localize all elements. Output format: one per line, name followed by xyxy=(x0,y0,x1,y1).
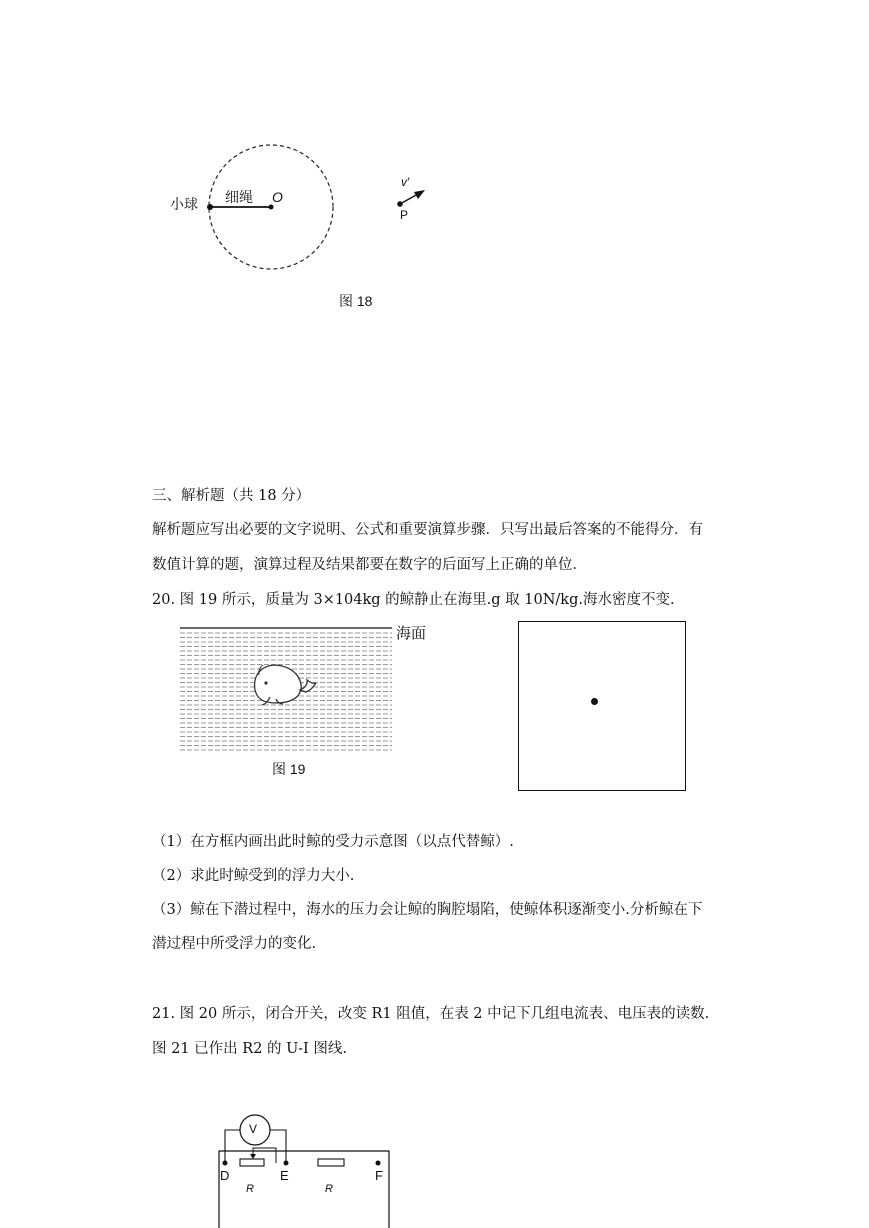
voltmeter-wire-right xyxy=(270,1130,286,1163)
sea-surface-label: 海面 xyxy=(396,624,427,642)
figure-18-caption: 图 18 xyxy=(339,293,373,309)
node-d-dot xyxy=(223,1161,228,1166)
q20-part3-line1: （3）鲸在下潜过程中，海水的压力会让鲸的胸腔塌陷，使鲸体积逐渐变小.分析鲸在下 xyxy=(152,902,703,918)
node-e-label: E xyxy=(280,1168,289,1183)
section-heading: 三、解析题（共 18 分） xyxy=(152,488,311,504)
q20-stem: 20. 图 19 所示，质量为 3×104kg 的鲸静止在海里.g 取 10N/kg.海水密度不变. xyxy=(152,592,675,608)
ball-label: 小球 xyxy=(170,196,198,212)
figure-19-caption: 图 19 xyxy=(272,761,306,777)
slider-arrow-icon xyxy=(250,1154,256,1159)
r1-label: R xyxy=(246,1183,254,1195)
voltmeter-label: V xyxy=(249,1122,258,1136)
node-f-label: F xyxy=(375,1168,383,1183)
voltmeter-wire-left xyxy=(225,1130,240,1163)
string-label: 细绳 xyxy=(225,189,253,205)
q20-part2: （2）求此时鲸受到的浮力大小. xyxy=(152,868,355,884)
center-label: O xyxy=(272,189,283,205)
velocity-label: v′ xyxy=(401,175,410,189)
instruction-line-1: 解析题应写出必要的文字说明、公式和重要演算步骤．只写出最后答案的不能得分．有 xyxy=(152,522,703,538)
q21-stem-line1: 21. 图 20 所示，闭合开关，改变 R1 阻值，在表 2 中记下几组电流表、电压表的读数. xyxy=(152,1006,710,1022)
q20-part1: （1）在方框内画出此时鲸的受力示意图（以点代替鲸）. xyxy=(152,834,514,850)
instruction-line-2: 数值计算的题，演算过程及结果都要在数字的后面写上正确的单位． xyxy=(152,557,587,573)
rheostat-r1 xyxy=(240,1159,264,1166)
q20-part3-line2: 潜过程中所受浮力的变化. xyxy=(152,936,317,952)
point-p-label: P xyxy=(400,208,409,222)
r2-label: R xyxy=(325,1183,333,1195)
q21-stem-line2: 图 21 已作出 R2 的 U-I 图线. xyxy=(152,1041,347,1057)
node-d-label: D xyxy=(220,1168,230,1183)
resistor-r2 xyxy=(318,1159,344,1166)
node-e-dot xyxy=(284,1161,289,1166)
node-f-dot xyxy=(376,1161,381,1166)
